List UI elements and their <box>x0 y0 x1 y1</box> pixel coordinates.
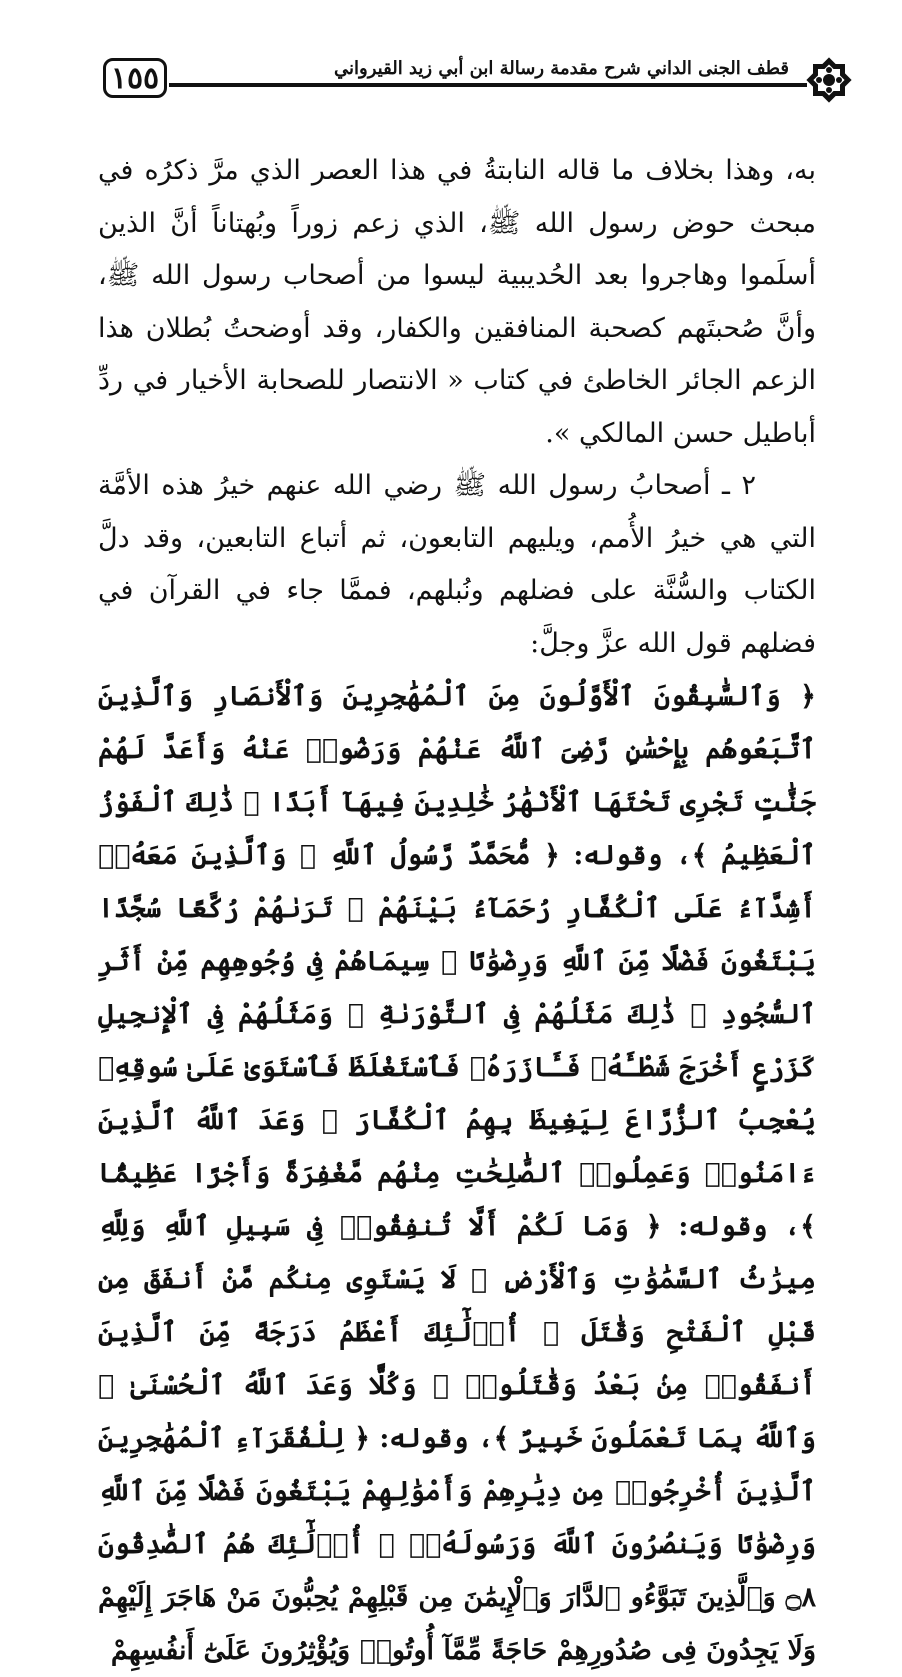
header-rule <box>169 83 807 87</box>
page-body <box>98 145 816 1677</box>
page-header <box>95 52 857 110</box>
paragraph-2: ٢ ـ أصحابُ رسول الله ﷺ رضي الله عنهم خيرُ هذه الأمَّة التي هي خيرُ الأُمم، ويليهم التابعون، ثم أتباع التابعين، وقد دلَّ الكتاب والسُّنَّة على فضلهم ونُبلهم، فممَّا جاء في القرآن في فضلهم قول الله عزَّ وجلَّ: <box>98 470 816 659</box>
book-title: قطف الجنى الداني شرح مقدمة رسالة ابن أبي زيد القيرواني <box>328 58 795 79</box>
paragraph-1: به، وهذا بخلاف ما قاله النابتةُ في هذا العصر الذي مرَّ ذكرُه في مبحث حوض رسول الله ﷺ، الذي زعم زوراً وبُهتاناً أنَّ الذين أسلَموا وهاجروا بعد الحُديبية ليسوا من أصحاب رسول الله ﷺ، وأنَّ صُحبتَهم كصحبة المنافقين والكفار، وقد أوضحتُ بُطلان هذا الزعم الجائر الخاطئ في كتاب « الانتصار للصحابة الأخيار في ردِّ أباطيل حسن المالكي ». <box>98 155 816 449</box>
quran-passage: ﴿ وَٱلسَّٰبِقُونَ ٱلْأَوَّلُونَ مِنَ ٱلْمُهَٰجِرِينَ وَٱلْأَنصَارِ وَٱلَّذِينَ ٱتَّبَعُوهُم بِإِحْسَٰنٍ رَّضِىَ ٱللَّهُ عَنْهُمْ وَرَضُوا۟ عَنْهُ وَأَعَدَّ لَهُمْ جَنَّٰتٍ تَجْرِى تَحْتَهَا ٱلْأَنْهَٰرُ خَٰلِدِينَ فِيهَآ أَبَدًا ۚ ذَٰلِكَ ٱلْفَوْزُ ٱلْعَظِيمُ ﴾، وقوله: ﴿ مُّحَمَّدٌ رَّسُولُ ٱللَّهِ ۚ وَٱلَّذِينَ مَعَهُۥٓ أَشِدَّآءُ عَلَى ٱلْكُفَّارِ رُحَمَآءُ بَيْنَهُمْ ۖ تَرَىٰهُمْ رُكَّعًا سُجَّدًا يَبْتَغُونَ فَضْلًا مِّنَ ٱللَّهِ وَرِضْوَٰنًا ۖ سِيمَاهُمْ فِى وُجُوهِهِم مِّنْ أَثَرِ ٱلسُّجُودِ ۚ ذَٰلِكَ مَثَلُهُمْ فِى ٱلتَّوْرَىٰةِ ۚ وَمَثَلُهُمْ فِى ٱلْإِنجِيلِ كَزَرْعٍ أَخْرَجَ شَطْـَٔهُۥ فَـَٔازَرَهُۥ فَٱسْتَغْلَظَ فَٱسْتَوَىٰ عَلَىٰ سُوقِهِۦ يُعْجِبُ ٱلزُّرَّاعَ لِيَغِيظَ بِهِمُ ٱلْكُفَّارَ ۗ وَعَدَ ٱللَّهُ ٱلَّذِينَ ءَامَنُوا۟ وَعَمِلُوا۟ ٱلصَّٰلِحَٰتِ مِنْهُم مَّغْفِرَةً وَأَجْرًا عَظِيمًۢا ﴾، وقوله: ﴿ وَمَا لَكُمْ أَلَّا تُنفِقُوا۟ فِى سَبِيلِ ٱللَّهِ وَلِلَّهِ مِيرَٰثُ ٱلسَّمَٰوَٰتِ وَٱلْأَرْضِ ۚ لَا يَسْتَوِى مِنكُم مَّنْ أَنفَقَ مِن قَبْلِ ٱلْفَتْحِ وَقَٰتَلَ ۚ أُو۟لَٰٓئِكَ أَعْظَمُ دَرَجَةً مِّنَ ٱلَّذِينَ أَنفَقُوا۟ مِنۢ بَعْدُ وَقَٰتَلُوا۟ ۚ وَكُلًّا وَعَدَ ٱللَّهُ ٱلْحُسْنَىٰ ۚ وَٱللَّهُ بِمَا تَعْمَلُونَ خَبِيرٌ ﴾، وقوله: ﴿ لِلْفُقَرَآءِ ٱلْمُهَٰجِرِينَ ٱلَّذِينَ أُخْرِجُوا۟ مِن دِيَٰرِهِمْ وَأَمْوَٰلِهِمْ يَبْتَغُونَ فَضْلًا مِّنَ ٱللَّهِ وَرِضْوَٰنًا وَيَنصُرُونَ ٱللَّهَ وَرَسُولَهُۥٓ ۚ أُو۟لَٰٓئِكَ هُمُ ٱلصَّٰدِقُونَ ۝٨ وَٱلَّذِينَ تَبَوَّءُو ٱلدَّارَ وَٱلْإِيمَٰنَ مِن قَبْلِهِمْ يُحِبُّونَ مَنْ هَاجَرَ إِلَيْهِمْ وَلَا يَجِدُونَ فِى صُدُورِهِمْ حَاجَةً مِّمَّآ أُوتُوا۟ وَيُؤْثِرُونَ عَلَىٰٓ أَنفُسِهِمْ <box>98 681 816 1666</box>
eight-point-star-ornament-icon <box>801 52 857 108</box>
page-number: ١٥٥ <box>103 58 167 98</box>
